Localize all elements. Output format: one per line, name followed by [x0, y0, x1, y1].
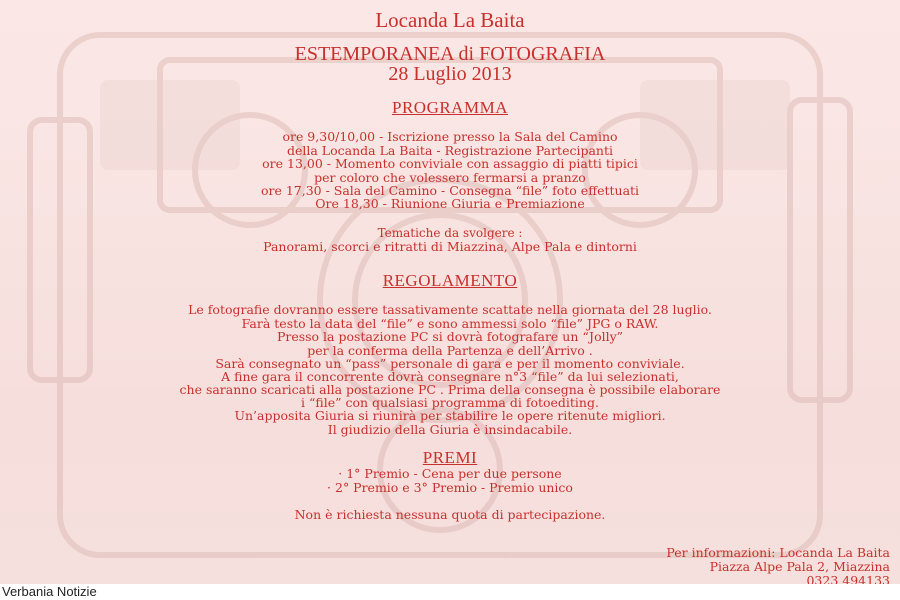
programma-line: ore 9,30/10,00 - Iscrizione presso la Sala del Camino: [282, 129, 618, 144]
contact-block: [470, 546, 890, 584]
venue-title: Locanda La Baita: [375, 8, 525, 32]
tematiche-text: Panorami, scorci e ritratti di Miazzina, Alpe Pala e dintorni: [263, 239, 637, 254]
contact-phone: 0323 494133: [806, 573, 890, 584]
event-date: 28 Luglio 2013: [388, 63, 512, 85]
regolamento-line: Le fotografie dovranno essere tassativamente scattate nella giornata del 28 luglio.: [188, 302, 712, 317]
regolamento-line: Farà testo la data del “file” e sono ammessi solo “file” JPG o RAW.: [241, 316, 659, 331]
regolamento-line: A fine gara il concorrente dovrà consegnare n°3 “file” da lui selezionati,: [221, 369, 679, 384]
regolamento-line: Un’apposita Giuria si riunirà per stabilire le opere ritenute migliori.: [234, 408, 666, 423]
premi-heading: PREMI: [422, 448, 478, 467]
regolamento-line: per la conferma della Partenza e dell’Arrivo .: [307, 343, 593, 358]
regolamento-line: che saranno scaricati alla postazione PC . Prima della consegna è possibile elaborare: [179, 382, 721, 397]
source-credit: Verbania Notizie: [2, 584, 97, 599]
regolamento-line: Sarà consegnato un “pass” personale di gara e per il momento conviviale.: [215, 356, 685, 371]
programma-line: Ore 18,30 - Riunione Giuria e Premiazione: [315, 196, 585, 211]
tematiche-heading: Tematiche da svolgere :: [377, 226, 523, 240]
programma-heading: PROGRAMMA: [392, 98, 508, 117]
premi-item: · 2° Premio e 3° Premio - Premio unico: [327, 480, 573, 495]
programma-line: ore 17,30 - Sala del Camino - Consegna “file” foto effettuati: [260, 183, 640, 198]
event-title: ESTEMPORANEA di FOTOGRAFIA: [294, 43, 606, 65]
programma-line: ore 13,00 - Momento conviviale con assaggio di piatti tipici: [262, 156, 638, 171]
contact-line: Per informazioni: Locanda La Baita: [666, 545, 890, 560]
regolamento-line: i “file” con qualsiasi programma di fotoediting.: [301, 395, 599, 410]
regolamento-line: Il giudizio della Giuria è insindacabile.: [327, 422, 573, 437]
premi-item: · 1° Premio - Cena per due persone: [338, 466, 562, 481]
programma-line: della Locanda La Baita - Registrazione Partecipanti: [286, 143, 613, 158]
programma-line: per coloro che volessero fermarsi a pranzo: [314, 170, 586, 185]
regolamento-heading: REGOLAMENTO: [382, 271, 518, 290]
participation-note: Non è richiesta nessuna quota di partecipazione.: [294, 507, 606, 522]
contact-address: Piazza Alpe Pala 2, Miazzina: [709, 559, 890, 574]
regolamento-line: Presso la postazione PC si dovrà fotografare un “Jolly”: [276, 329, 624, 344]
